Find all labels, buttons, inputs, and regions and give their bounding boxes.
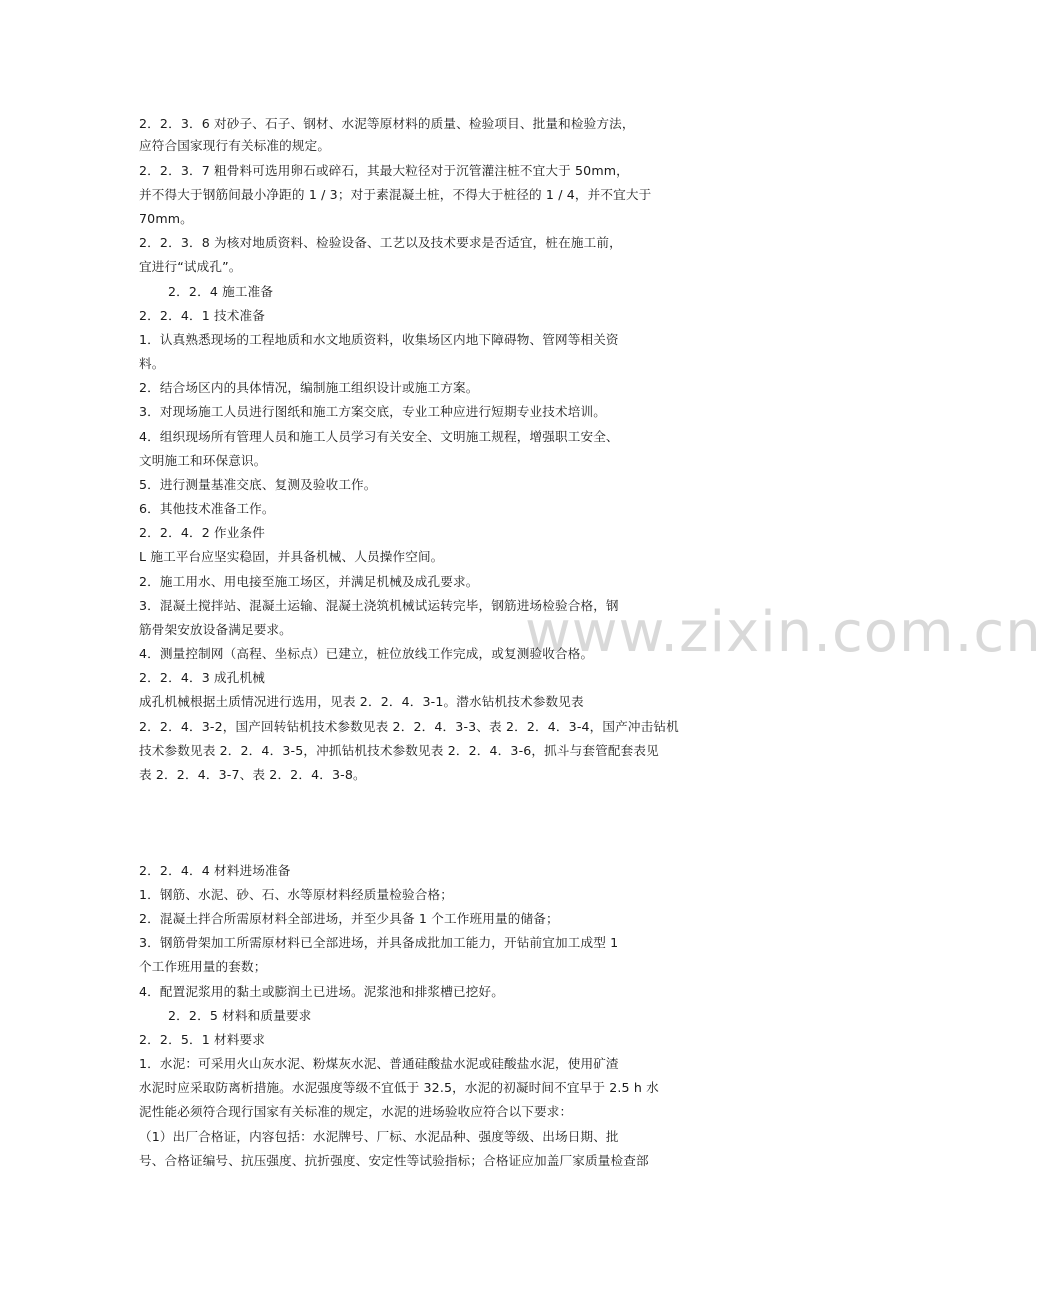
text-line: 4．配置泥浆用的黏土或膨润土已进场。泥浆池和排浆槽已挖好。 [139,984,504,999]
text-line: 70mm。 [139,211,193,226]
subsection-heading: 2．2．4．2 作业条件 [139,525,266,540]
text-line: 号、合格证编号、抗压强度、抗折强度、安定性等试验指标；合格证应加盖厂家质量检查部 [139,1153,649,1168]
text-line: 3．对现场施工人员进行图纸和施工方案交底，专业工种应进行短期专业技术培训。 [139,404,606,419]
text-line: 表 2．2．4．3-7、表 2．2．4．3-8。 [139,767,366,782]
text-line: 2．2．3．8 为核对地质资料、检验设备、工艺以及技术要求是否适宜，桩在施工前， [139,235,622,250]
watermark: www.zixin.com.cn [525,600,1042,665]
text-line: 4．组织现场所有管理人员和施工人员学习有关安全、文明施工规程，增强职工安全、 [139,429,619,444]
text-line: 技术参数见表 2．2．4．3-5，冲抓钻机技术参数见表 2．2．4．3-6，抓斗与套管配套表见 [139,743,659,758]
text-line: 料。 [139,356,165,371]
text-line: 1．认真熟悉现场的工程地质和水文地质资料，收集场区内地下障碍物、管网等相关资 [139,332,619,347]
subsection-heading: 2．2．4．1 技术准备 [139,308,266,323]
subsection-heading: 2．2．4．3 成孔机械 [139,670,266,685]
text-line: 应符合国家现行有关标准的规定。 [139,138,331,153]
text-line: （1）出厂合格证，内容包括：水泥牌号、厂标、水泥品种、强度等级、出场日期、批 [139,1129,619,1144]
text-line: 成孔机械根据土质情况进行选用，见表 2．2．4．3-1。潜水钻机技术参数见表 [139,694,584,709]
text-line: 并不得大于钢筋间最小净距的 1 / 3；对于素混凝土桩，不得大于桩径的 1 / 4，并不宜大于 [139,187,652,202]
text-line: 2．2．3．6 对砂子、石子、钢材、水泥等原材料的质量、检验项目、批量和检验方法， [139,116,635,131]
text-line: 个工作班用量的套数； [139,959,267,974]
text-line: 1．水泥：可采用火山灰水泥、粉煤灰水泥、普通硅酸盐水泥或硅酸盐水泥，使用矿渣 [139,1056,619,1071]
section-heading: 2．2．5 材料和质量要求 [168,1008,312,1023]
text-line: 4．测量控制网（高程、坐标点）已建立，桩位放线工作完成，或复测验收合格。 [139,646,594,661]
text-line: L 施工平台应坚实稳固，并具备机械、人员操作空间。 [139,549,444,564]
text-line: 水泥时应采取防离析措施。水泥强度等级不宜低于 32.5，水泥的初凝时间不宜早于 2.5 h 水 [139,1080,659,1095]
text-line: 泥性能必须符合现行国家有关标准的规定，水泥的进场验收应符合以下要求： [139,1104,573,1119]
text-line: 筋骨架安放设备满足要求。 [139,622,292,637]
text-line: 宜进行“试成孔”。 [139,259,242,274]
text-line: 2．施工用水、用电接至施工场区，并满足机械及成孔要求。 [139,574,479,589]
section-heading: 2．2．4 施工准备 [168,284,274,299]
subsection-heading: 2．2．5．1 材料要求 [139,1032,266,1047]
text-line: 文明施工和环保意识。 [139,453,267,468]
text-line: 6．其他技术准备工作。 [139,501,275,516]
text-line: 5．进行测量基准交底、复测及验收工作。 [139,477,377,492]
text-line: 3．混凝土搅拌站、混凝土运输、混凝土浇筑机械试运转完毕，钢筋进场检验合格，钢 [139,598,619,613]
text-line: 2．2．4．3-2，国产回转钻机技术参数见表 2．2．4．3-3、表 2．2．4．3-4，国产冲击钻机 [139,719,679,734]
text-line: 2．混凝土拌合所需原材料全部进场，并至少具备 1 个工作班用量的储备； [139,911,559,926]
subsection-heading: 2．2．4．4 材料进场准备 [139,863,291,878]
text-line: 2．2．3．7 粗骨料可选用卵石或碎石，其最大粒径对于沉管灌注桩不宜大于 50mm， [139,163,629,178]
text-line: 1．钢筋、水泥、砂、石、水等原材料经质量检验合格； [139,887,454,902]
text-line: 2．结合场区内的具体情况，编制施工组织设计或施工方案。 [139,380,479,395]
text-line: 3．钢筋骨架加工所需原材料已全部进场，并具备成批加工能力，开钻前宜加工成型 1 [139,935,619,950]
